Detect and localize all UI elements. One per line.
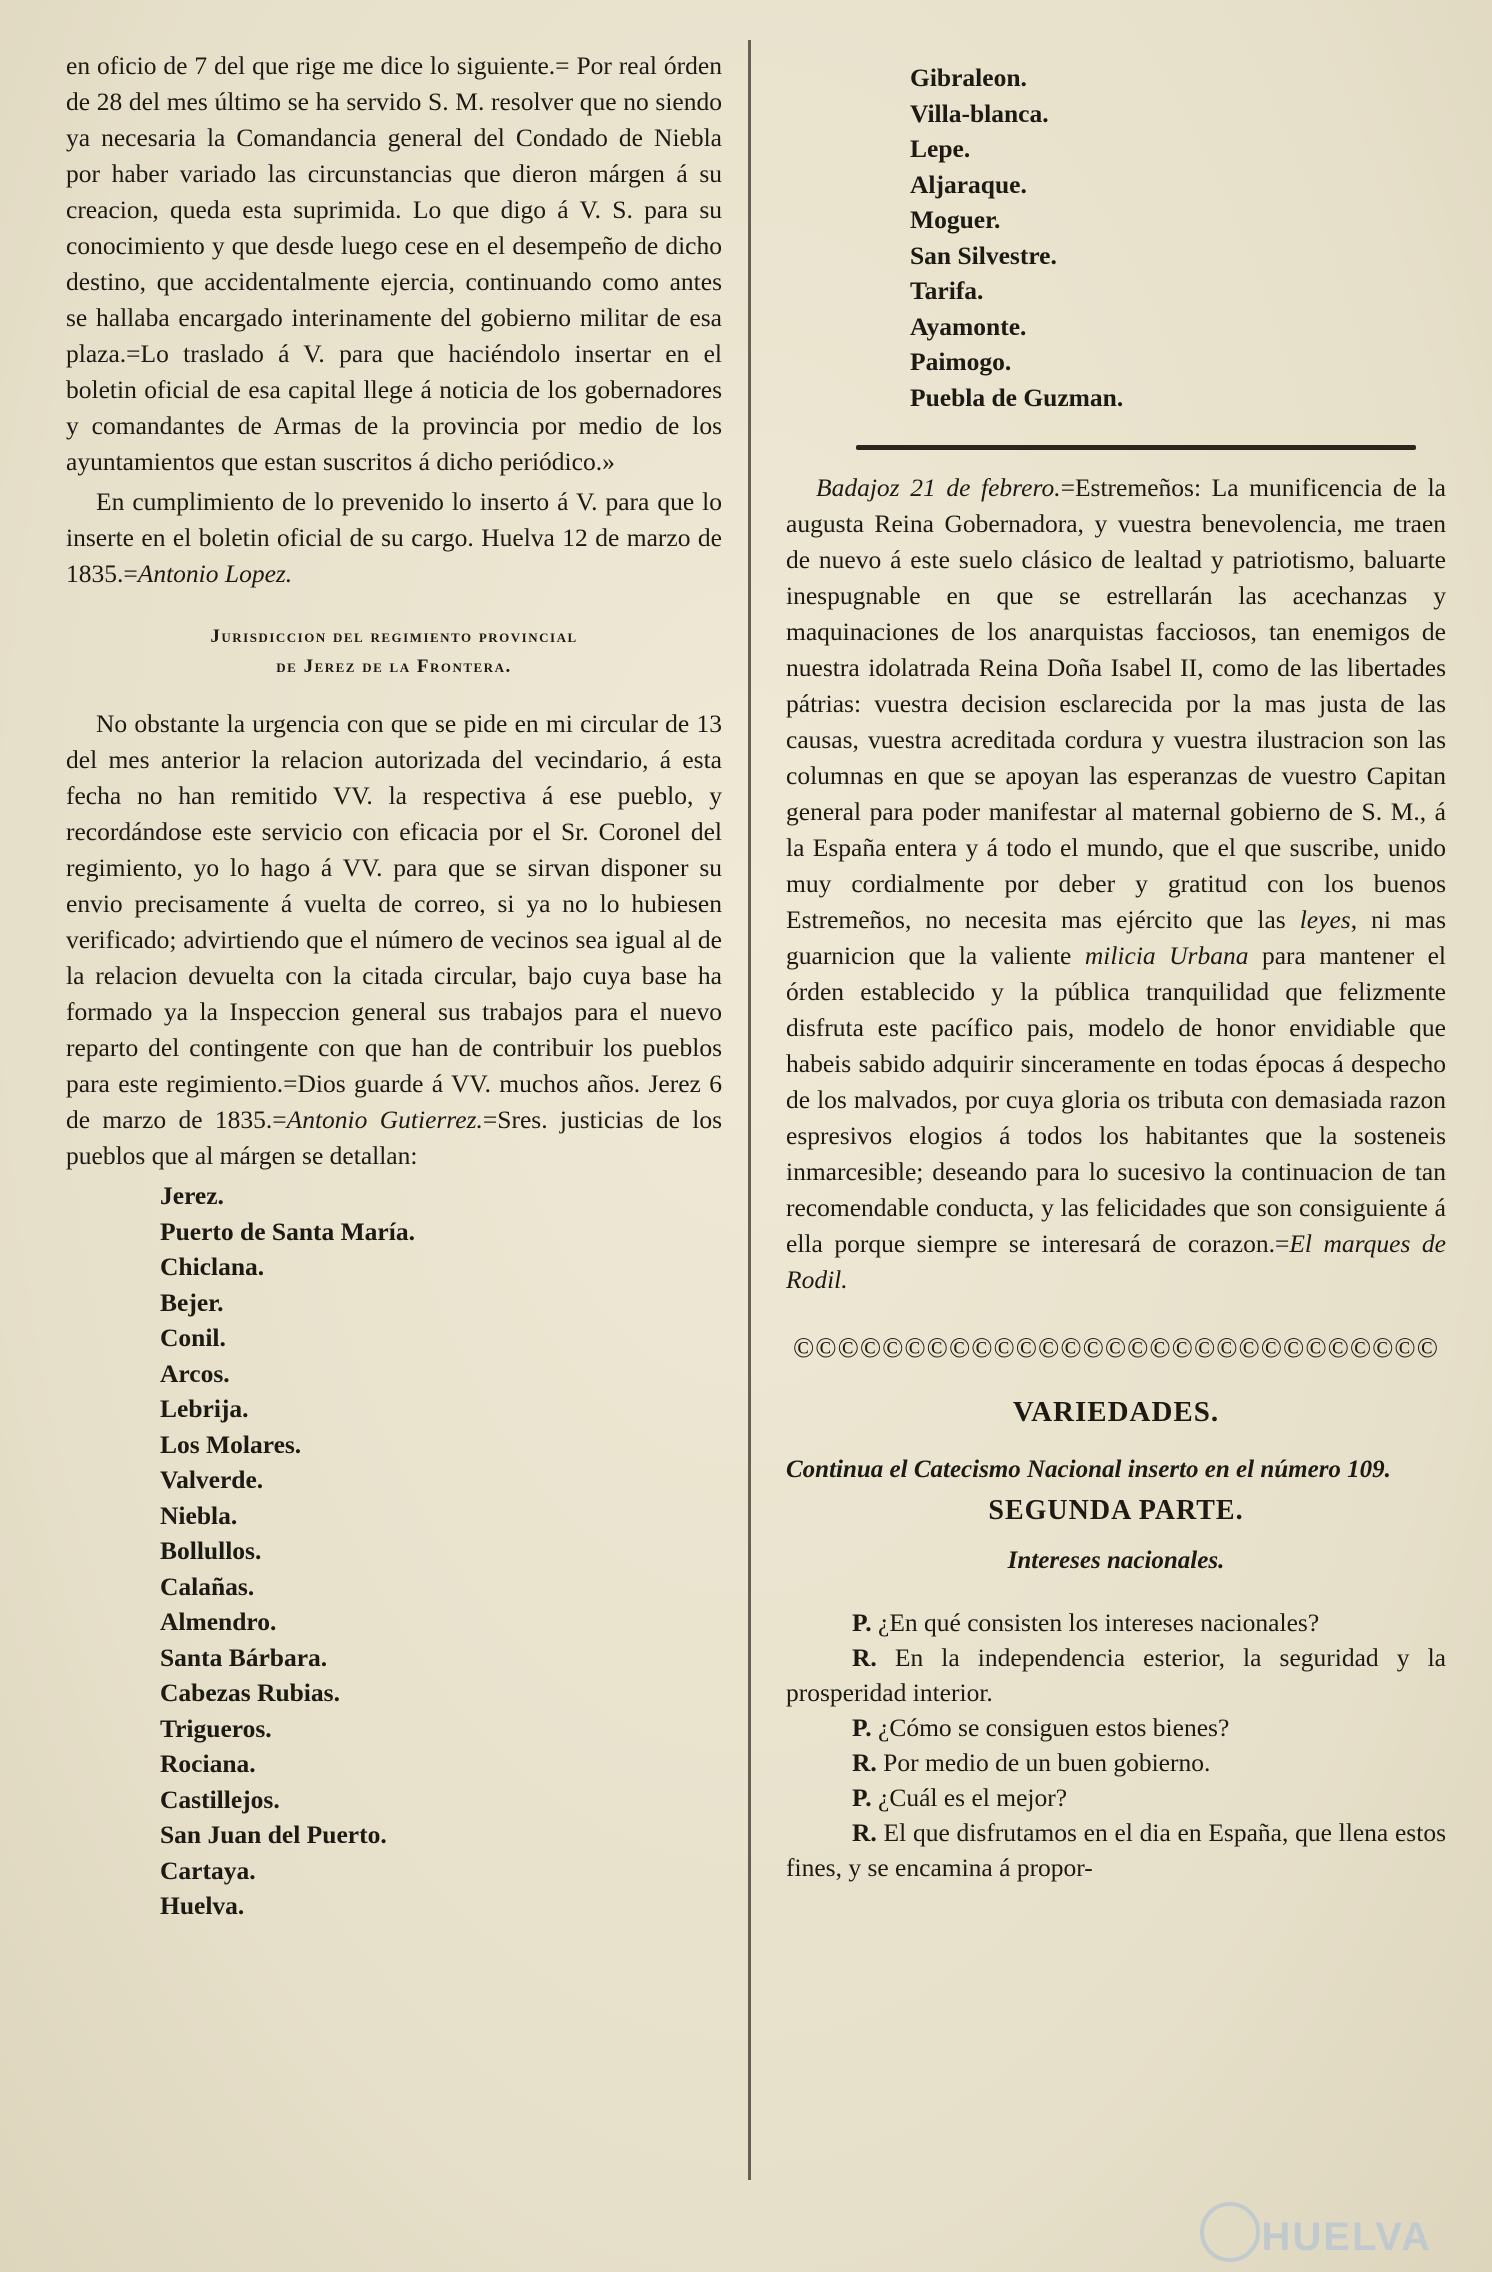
jurisdiction-heading-line2: de Jerez de la Frontera. bbox=[276, 656, 512, 677]
list-item: Paimogo. bbox=[910, 347, 1012, 376]
left-town-list bbox=[66, 1178, 722, 1924]
list-item: Los Molares. bbox=[160, 1429, 302, 1459]
variedades-title: VARIEDADES. bbox=[1012, 1396, 1220, 1428]
list-item: Jerez. bbox=[160, 1181, 224, 1210]
list-item: Huelva. bbox=[160, 1891, 245, 1920]
right-town-list bbox=[786, 60, 1446, 415]
qa-text: ¿Cuál es el mejor? bbox=[878, 1783, 1068, 1812]
qa-text: ¿Cómo se consiguen estos bienes? bbox=[878, 1713, 1230, 1742]
milicia-emphasis: milicia Urbana bbox=[1084, 941, 1249, 970]
compliance-paragraph bbox=[66, 484, 722, 592]
list-item: Puebla de Guzman. bbox=[910, 382, 1124, 412]
list-item: Lepe. bbox=[910, 134, 971, 163]
list-item: Valverde. bbox=[160, 1465, 264, 1494]
list-item: Calañas. bbox=[160, 1571, 255, 1601]
regiment-circular-paragraph bbox=[66, 706, 722, 1174]
signature-antonio-gutierrez: Antonio Gutierrez. bbox=[286, 1105, 483, 1134]
list-item: Rociana. bbox=[160, 1749, 256, 1778]
qa-text: En la independencia esterior, la seguridad y la prosperidad interior. bbox=[786, 1643, 1447, 1707]
qa-key: P. bbox=[852, 1713, 872, 1742]
list-item: Cartaya. bbox=[160, 1855, 256, 1885]
circular-tail: =Sres. justicias de los pueblos que al márgen se detallan: bbox=[66, 1105, 723, 1170]
jurisdiction-heading bbox=[66, 622, 722, 682]
list-item: Aljaraque. bbox=[910, 169, 1027, 199]
list-item: San Silvestre. bbox=[910, 240, 1057, 270]
qa-item bbox=[786, 1710, 1446, 1745]
leyes-emphasis: leyes bbox=[1299, 905, 1351, 934]
qa-item bbox=[786, 1605, 1446, 1640]
qa-item bbox=[786, 1640, 1446, 1710]
right-column bbox=[786, 60, 1446, 1885]
segunda-parte-title: SEGUNDA PARTE. bbox=[988, 1495, 1244, 1526]
list-item: Santa Bárbara. bbox=[160, 1642, 328, 1672]
huelva-watermark: HUELVA bbox=[1261, 2215, 1432, 2259]
list-item: Moguer. bbox=[910, 205, 1001, 234]
qa-item bbox=[786, 1815, 1446, 1885]
jurisdiction-heading-line1: Jurisdiccion del regimiento provincial bbox=[210, 626, 578, 647]
qa-key: P. bbox=[852, 1608, 872, 1637]
list-item: Castillejos. bbox=[160, 1784, 280, 1814]
signature-antonio-lopez: Antonio Lopez. bbox=[137, 559, 293, 588]
section-separator-rule bbox=[856, 445, 1416, 450]
list-item: Gibraleon. bbox=[910, 63, 1027, 92]
list-item: Villa-blanca. bbox=[910, 98, 1049, 128]
list-item: Bejer. bbox=[160, 1287, 224, 1317]
list-item: Lebrija. bbox=[160, 1394, 249, 1423]
list-item: Ayamonte. bbox=[910, 311, 1027, 341]
list-item: Tarifa. bbox=[910, 276, 984, 305]
circular-text: No obstante la urgencia con que se pide en mi circular de 13 del mes anterior la relacion autorizada del vecindario, á esta fecha no han remitido VV. la respectiva á ese pueblo, y recordándose este servicio con eficacia por el Sr. Coronel del regimiento, yo lo hago á VV. para que se sirvan disponer su envio precisamente á vuelta de correo, si ya no lo hubiesen verificado; advirtiendo que el número de vecinos sea igual al de la relacion devuelta con la citada circular, bajo cuya base ha formado ya la Inspeccion general sus trabajos para el nuevo reparto del contingente con que han de contribuir los pueblos para este regimiento.=Dios guarde á VV. muchos años. Jerez 6 de marzo de 1835.= bbox=[66, 709, 722, 1134]
list-item: Niebla. bbox=[160, 1500, 238, 1530]
qa-text: Por medio de un buen gobierno. bbox=[883, 1748, 1211, 1777]
badajoz-proclamation-paragraph bbox=[786, 470, 1446, 1298]
qa-text: El que disfrutamos en el dia en España, que llena estos fines, y se encamina á propor- bbox=[786, 1818, 1446, 1882]
qa-key: R. bbox=[852, 1643, 877, 1672]
compliance-text: En cumplimiento de lo prevenido lo inserto á V. para que lo inserte en el boletin oficial de su cargo. Huelva 12 de marzo de 1835.= bbox=[66, 487, 722, 588]
catecismo-continuation-note: Continua el Catecismo Nacional inserto en el número 109. bbox=[786, 1456, 1391, 1483]
column-divider bbox=[748, 40, 751, 2180]
qa-item bbox=[786, 1780, 1446, 1815]
official-notice-paragraph: en oficio de 7 del que rige me dice lo siguiente.= Por real órden de 28 del mes último se ha servido S. M. resolver que no siendo ya necesaria la Comandancia general del Condado de Niebla por haber variado las circunstancias que dieron márgen á su creacion, queda esta suprimida. Lo que digo á V. S. para su conocimiento y que desde luego cese en el desempeño de dicho destino, que accidentalmente ejercia, continuando como antes se hallaba encargado interinamente del gobierno militar de esa plaza.=Lo traslado á V. para que haciéndolo insertar en el boletin oficial de esa capital llege á noticia de los gobernadores y comandantes de Armas de la provincia por medio de los ayuntamientos que estan suscritos á dicho periódico.» bbox=[66, 51, 722, 476]
list-item: Puerto de Santa María. bbox=[160, 1216, 415, 1246]
proclamation-text-2: , ni mas guarnicion que la valiente bbox=[786, 905, 1446, 970]
proclamation-text: =Estremeños: La munificencia de la augusta Reina Gobernadora, y vuestra benevolencia, me traen de nuevo á este suelo clásico de lealtad y patriotismo, baluarte inespugnable en que se estrellarán las acechanzas y maquinaciones de los anarquistas facciosos, tan enemigos de nuestra idolatrada Reina Doña Isabel II, como de las libertades pátrias: vuestra decision esclarecida por la mas justa de las causas, vuestra acreditada cordura y vuestra ilustracion son las columnas en que se apoyan las esperanzas de vuestro Capitan general para poder manifestar al maternal gobierno de S. M., á la España entera y á todo el mundo, que el que suscribe, unido muy cordialmente por deber y gratitud con los buenos Estremeños, no necesita mas ejército que las bbox=[786, 473, 1446, 934]
proclamation-text-3: para mantener el órden establecido y la pública tranquilidad que felizmente disfruta este pacífico pais, modelo de honor envidiable que habeis sabido adquirir sinceramente en todas épocas á despecho de los malvados, por cuya gloria os tributa con demasiada razon espresivos elogios á todos los habitantes que la sosteneis inmarcesible; deseando para lo sucesivo la continuacion de tan recomendable conducta, y las felicidades que son consiguiente á ella porque siempre se interesará de corazon.= bbox=[786, 941, 1447, 1258]
catechism-qa bbox=[786, 1605, 1446, 1885]
qa-text: ¿En qué consisten los intereses nacionales? bbox=[878, 1608, 1320, 1637]
list-item: Bollullos. bbox=[160, 1536, 262, 1565]
ornament-border: ©©©©©©©©©©©©©©©©©©©©©©©©©©©©© bbox=[793, 1333, 1439, 1364]
list-item: Trigueros. bbox=[160, 1713, 272, 1743]
list-item: Chiclana. bbox=[160, 1252, 265, 1281]
list-item: Arcos. bbox=[160, 1358, 230, 1388]
list-item: Conil. bbox=[160, 1323, 226, 1352]
qa-item bbox=[786, 1745, 1446, 1780]
intereses-subtitle: Intereses nacionales. bbox=[1007, 1547, 1225, 1574]
qa-key: R. bbox=[852, 1748, 877, 1777]
signature-marques-de-rodil: El marques de Rodil. bbox=[786, 1229, 1446, 1294]
qa-key: R. bbox=[852, 1818, 877, 1847]
badajoz-dateline: Badajoz 21 de febrero. bbox=[816, 473, 1061, 502]
watermark-seal-icon bbox=[1200, 2202, 1260, 2262]
list-item: San Juan del Puerto. bbox=[160, 1820, 387, 1849]
list-item: Almendro. bbox=[160, 1607, 277, 1636]
list-item: Cabezas Rubias. bbox=[160, 1678, 340, 1707]
qa-key: P. bbox=[852, 1783, 872, 1812]
left-column bbox=[66, 48, 722, 1924]
